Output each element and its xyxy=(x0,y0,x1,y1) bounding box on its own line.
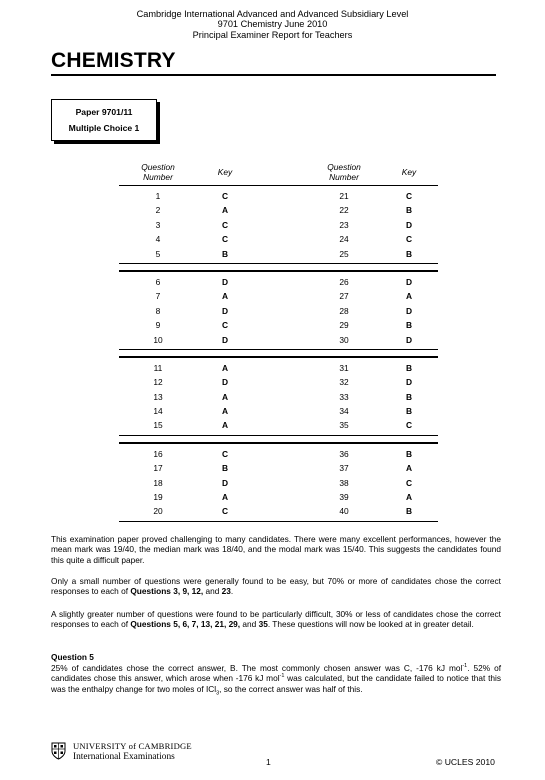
answer-key: C xyxy=(405,477,413,488)
p2-text-a: Only a small number of questions were generally found to be easy, but 70% or more of candidates chose the correct responses to each of xyxy=(51,576,501,597)
answer-key: B xyxy=(405,406,413,417)
answer-key: D xyxy=(221,477,229,488)
easy-questions-paragraph xyxy=(51,576,501,597)
table-row xyxy=(119,275,438,289)
question-number: 20 xyxy=(153,506,163,517)
table-row xyxy=(119,447,438,461)
table-row xyxy=(119,361,438,375)
question-number: 23 xyxy=(339,219,349,230)
answer-key: A xyxy=(221,205,229,216)
answer-key: A xyxy=(221,492,229,503)
answer-key: B xyxy=(405,248,413,259)
table-row xyxy=(119,247,438,261)
table-row xyxy=(119,504,438,518)
answer-key: C xyxy=(221,506,229,517)
question-number: 26 xyxy=(339,276,349,287)
table-row xyxy=(119,375,438,389)
question-number: 13 xyxy=(153,391,163,402)
difficult-questions-paragraph xyxy=(51,609,501,630)
report-header xyxy=(0,9,545,40)
answer-key: B xyxy=(405,362,413,373)
question-number-header-2: Question Number xyxy=(327,162,361,182)
table-row xyxy=(119,318,438,332)
answer-key: D xyxy=(405,377,413,388)
question-number: 32 xyxy=(339,377,349,388)
answer-key: B xyxy=(405,391,413,402)
q5-text-b: . 52% of candidates chose this answer, which arose when -176 kJ mol xyxy=(51,663,502,684)
question-number: 12 xyxy=(153,377,163,388)
table-row xyxy=(119,476,438,490)
answer-key: D xyxy=(405,276,413,287)
subject-title: CHEMISTRY xyxy=(51,49,176,72)
question-5-paragraph xyxy=(51,663,502,697)
question-number: 38 xyxy=(339,477,349,488)
answer-key: B xyxy=(221,248,229,259)
answer-key: A xyxy=(405,291,413,302)
university-name: UNIVERSITY of CAMBRIDGE xyxy=(73,741,192,751)
answer-key: D xyxy=(405,219,413,230)
question-number: 31 xyxy=(339,362,349,373)
question-number: 10 xyxy=(153,334,163,345)
answer-key: C xyxy=(405,420,413,431)
p3-question-35: 35 xyxy=(258,619,268,630)
table-header xyxy=(119,158,438,185)
question-number: 30 xyxy=(339,334,349,345)
question-number: 17 xyxy=(153,463,163,474)
paper-name: Multiple Choice 1 xyxy=(68,123,140,133)
answer-key: C xyxy=(221,191,229,201)
answer-key: B xyxy=(405,448,413,459)
question-number: 19 xyxy=(153,492,163,503)
answer-key: B xyxy=(221,463,229,474)
answer-key: D xyxy=(405,334,413,345)
question-number: 18 xyxy=(153,477,163,488)
p3-text-a: A slightly greater number of questions were found to be particularly difficult, 30% or less of candidates chose the correct responses to each of xyxy=(51,609,501,630)
exams-name: International Examinations xyxy=(73,752,175,762)
table-row xyxy=(119,390,438,404)
question-number: 27 xyxy=(339,291,349,302)
question-number: 14 xyxy=(153,406,163,417)
table-row xyxy=(119,304,438,318)
table-group xyxy=(119,444,438,521)
question-number: 25 xyxy=(339,248,349,259)
answer-key: D xyxy=(405,305,413,316)
copyright: © UCLES 2010 xyxy=(436,757,495,767)
paper-code: Paper 9701/11 xyxy=(75,107,133,117)
question-number: 36 xyxy=(339,448,349,459)
paper-box xyxy=(51,99,157,141)
question-number: 6 xyxy=(155,276,161,287)
table-row xyxy=(119,232,438,246)
answer-key: B xyxy=(405,320,413,331)
q5-sup-2: -1 xyxy=(279,673,285,680)
answer-key: C xyxy=(221,219,229,230)
q5-text-a: 25% of candidates chose the correct answer, B. The most commonly chosen answer was C, -176 kJ mol xyxy=(51,663,463,673)
header-line-2: 9701 Chemistry June 2010 xyxy=(217,19,328,30)
question-number: 1 xyxy=(155,191,161,201)
header-line-1: Cambridge International Advanced and Advanced Subsidiary Level xyxy=(136,9,409,19)
answer-key: A xyxy=(221,362,229,373)
answer-key: C xyxy=(405,191,413,201)
question-number: 35 xyxy=(339,420,349,431)
q5-sup-1: -1 xyxy=(462,663,468,670)
answer-key: A xyxy=(221,406,229,417)
table-row xyxy=(119,189,438,203)
p3-text-c: and xyxy=(240,619,259,630)
answer-key: C xyxy=(405,234,413,245)
answer-key: D xyxy=(221,377,229,388)
q5-text-c: was calculated, but the candidate failed to notice that this was the enthalpy change for two moles of ICl xyxy=(51,673,501,694)
answer-key: C xyxy=(221,234,229,245)
table-body xyxy=(119,185,438,522)
answer-key: A xyxy=(221,391,229,402)
table-rule xyxy=(119,521,438,522)
key-header: Key xyxy=(217,167,233,177)
table-group xyxy=(119,358,438,435)
intro-paragraph: This examination paper proved challenging to many candidates. There were many excellent performances, however the mean mark was 19/40, the median mark was 18/40, and the modal mark was 15/40. This suggests the candidates found this quite a difficult paper. xyxy=(51,534,501,565)
answer-key-table xyxy=(119,158,438,522)
table-row xyxy=(119,404,438,418)
question-number: 24 xyxy=(339,234,349,245)
table-row xyxy=(119,461,438,475)
table-row xyxy=(119,490,438,504)
title-rule xyxy=(51,74,496,76)
answer-key: A xyxy=(405,492,413,503)
p2-questions: Questions 3, 9, 12, xyxy=(130,586,204,597)
question-number: 9 xyxy=(155,320,161,331)
answer-key: D xyxy=(221,305,229,316)
question-number: 34 xyxy=(339,406,349,417)
page-number: 1 xyxy=(266,757,271,767)
question-number: 15 xyxy=(153,420,163,431)
answer-key: B xyxy=(405,205,413,216)
question-number: 5 xyxy=(155,248,161,259)
table-group xyxy=(119,272,438,349)
table-row xyxy=(119,333,438,347)
crest-icon xyxy=(51,742,66,760)
answer-key: D xyxy=(221,276,229,287)
answer-key: A xyxy=(221,420,229,431)
p3-questions: Questions 5, 6, 7, 13, 21, 29, xyxy=(130,619,241,630)
question-number: 7 xyxy=(155,291,161,302)
question-number: 37 xyxy=(339,463,349,474)
question-number: 22 xyxy=(339,205,349,216)
answer-key: D xyxy=(221,334,229,345)
header-line-3: Principal Examiner Report for Teachers xyxy=(192,29,353,40)
question-number-header: Question Number xyxy=(141,162,175,182)
p2-text-c: and xyxy=(203,586,222,597)
question-number: 29 xyxy=(339,320,349,331)
table-row xyxy=(119,418,438,432)
answer-key: C xyxy=(221,320,229,331)
answer-key: A xyxy=(221,291,229,302)
table-row xyxy=(119,203,438,217)
question-number: 16 xyxy=(153,448,163,459)
question-number: 3 xyxy=(155,219,161,230)
question-number: 40 xyxy=(339,506,349,517)
question-number: 28 xyxy=(339,305,349,316)
answer-key: B xyxy=(405,506,413,517)
p2-question-23: 23 xyxy=(221,586,231,597)
key-header-2: Key xyxy=(401,167,417,177)
answer-key: A xyxy=(405,463,413,474)
table-row xyxy=(119,289,438,303)
question-number: 39 xyxy=(339,492,349,503)
question-number: 21 xyxy=(339,191,349,201)
question-5-heading: Question 5 xyxy=(51,652,94,662)
q5-text-d: , so the correct answer was half of this. xyxy=(219,683,363,694)
question-number: 2 xyxy=(155,205,161,216)
question-number: 4 xyxy=(155,234,161,245)
answer-key: C xyxy=(221,448,229,459)
question-number: 33 xyxy=(339,391,349,402)
table-row xyxy=(119,218,438,232)
p2-text-e: . xyxy=(230,586,234,597)
question-number: 11 xyxy=(153,362,163,373)
p3-text-e: . These questions will now be looked at in greater detail. xyxy=(267,619,474,630)
q5-sub: 3 xyxy=(216,690,220,697)
question-number: 8 xyxy=(155,305,161,316)
table-group xyxy=(119,186,438,263)
